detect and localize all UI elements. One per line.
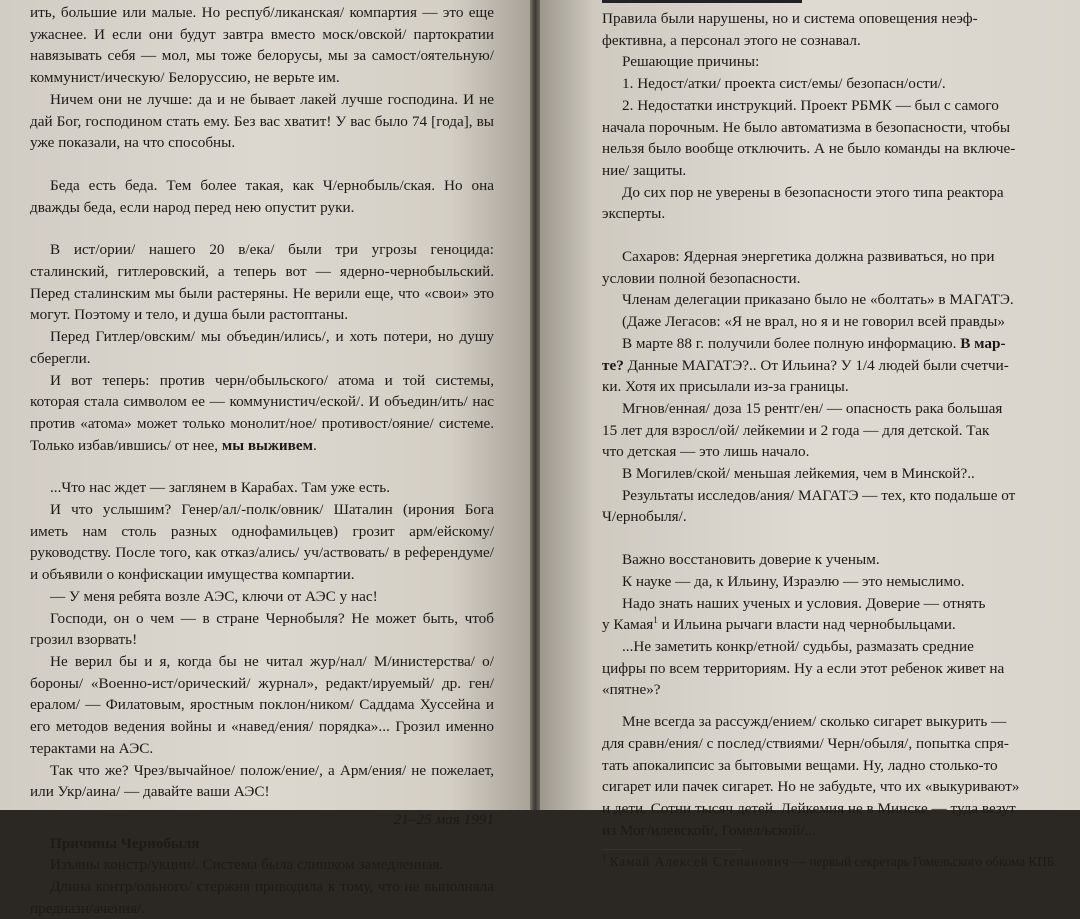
line: Надо знать наших ученых и условия. Доверие — отнять <box>622 594 986 612</box>
bold-phrase: те? <box>602 356 624 374</box>
right-column <box>602 0 1080 870</box>
line: Правила были нарушены, но и система оповещения неэф- <box>602 10 978 27</box>
line: начала порочным. Не было автоматизма в безопасности, чтобы <box>602 118 1011 136</box>
paragraph: Ничем они не лучше: да и не бывает лакей лучше господина. И не дай Бог, господином стать ему. Без вас хватит! У вас было 74 [года], вы уже показали, на что способны. <box>30 90 494 152</box>
line: ние/ защиты. <box>602 161 687 179</box>
line: тать апокалипсис за бытовыми вещами. Ну, ладно столько-то <box>602 756 998 774</box>
line: 15 лет для взросл/ой/ лейкемии и 2 года — для детской. Так <box>602 421 990 439</box>
paragraph: Господи, он о чем — в стране Чернобыля? Не может быть, чтоб грозил взорвать! <box>30 609 494 649</box>
line: цифры по всем территориям. Ну а если этот ребенок живет на <box>602 659 1005 677</box>
paragraph: В ист/ории/ нашего 20 в/ека/ были три угрозы геноцида: сталинский, гитлеровский, а теперь вот — ядерно-чернобыльский. Перед сталинским мы были растеряны. Не верили еще, что «свои» это могут. Поэтому и тело, и душа были растоптаны. <box>30 241 494 324</box>
line <box>602 333 1080 355</box>
paragraph: И вот теперь: против черн/обыльского/ атома и той системы, которая стала символом ее — коммунистич/еской/. И объедин/ить/ нас против «атома» может только монолит/ное/ противост/ояние/ системе. Только избав/ившись/ от нее, мы выживем. <box>30 371 494 454</box>
line: ...Не заметить конкр/етной/ судьбы, размазать средние <box>622 637 974 655</box>
paragraph: ...Что нас ждет — заглянем в Карабах. Там уже есть. <box>50 479 391 497</box>
line-text: Данные МАГАТЭ?.. От Ильина? У 1/4 людей были счетчи- <box>627 356 1009 374</box>
line: для сравн/ения/ с послед/ствиями/ Черн/обыля/, попытка спря- <box>602 734 1009 752</box>
line-text: у Камая <box>602 616 654 634</box>
footnote-name: Камай Алексей Степанович <box>609 854 790 870</box>
line <box>602 355 1080 377</box>
line: что детская — это лишь начало. <box>602 443 810 461</box>
right-page <box>540 0 1080 870</box>
left-column <box>30 0 494 919</box>
paragraph: Беда есть беда. Тем более такая, как Ч/ернобыль/ская. Но она дважды беда, если народ перед нею опустит руки. <box>30 176 494 216</box>
line: ки. Хотя их присылали из-за границы. <box>602 378 849 396</box>
bold-phrase: мы выживем <box>221 436 313 454</box>
paragraph: Так что же? Чрез/вычайное/ полож/ение/, а Арм/ения/ не пожелает, или Укр/аина/ — давайте ваши АЭС! <box>30 761 494 801</box>
line: Мгнов/енная/ доза 15 рентг/ен/ — опасность рака большая <box>622 399 1003 417</box>
line: Членам делегации приказано было не «болтать» в МАГАТЭ. <box>622 291 1014 309</box>
line: Ч/ернобыля/. <box>602 508 687 526</box>
paragraph: — У меня ребята возле АЭС, ключи от АЭС у нас! <box>50 587 378 605</box>
line: сигарет или пачек сигарет. Но не забудьте, что их «выкуривают» <box>602 778 1020 796</box>
line: и дети. Сотни тысяч детей. Лейкемия не в Минске — туда везут <box>602 799 1016 817</box>
paragraph: ить, большие или малые. Но респуб/ликанская/ компартия — это еще ужаснее. И если они будут завтра вместо моск/овской/ партократии навязывать себя — мол, мы тоже белорусы, мы за самост/оятельную/ коммунист/ическую/ Белоруссию, не верьте им. <box>30 4 494 87</box>
paragraph: И что услышим? Генер/ал/-полк/овник/ Шаталин (ирония Бога иметь нам столь разных однофамильцев) грозит арм/ейскому/ руководству. После того, как отказ/ались/ уч/аствовать/ в референдуме/ и объявили о конфискации имущества компартии. <box>30 501 494 584</box>
line: фективна, а персонал этого не сознавал. <box>602 31 861 49</box>
footnote-rule <box>602 849 742 850</box>
line: 2. Недостатки инструкций. Проект РБМК — был с самого <box>622 96 999 114</box>
line: Важно восстановить доверие к ученым. <box>622 551 880 569</box>
section-heading: Причины Чернобыля <box>50 834 200 852</box>
line-text: В марте 88 г. получили более полную информацию. <box>622 334 957 352</box>
paragraph: Не верил бы и я, когда бы не читал жур/нал/ М/инистерства/ о/бороны/ «Военно-ист/орический/ журнал», редакт/ируемый/ др. ген/ералом/ — Филатовым, яростным поклон/ником/ Саддама Хуссейна и его методов ведения войны и «навед/ения/ порядка»... Грозил именно терактами на АЭС. <box>30 652 494 757</box>
paragraph: Изъяны констр/укции/. Система была слишком замедленная. <box>50 856 444 874</box>
line: В Могилев/ской/ меньшая лейкемия, чем в Минской?.. <box>622 465 975 483</box>
footnote <box>602 853 1080 870</box>
line-text: и Ильина рычаги власти над чернобыльцами. <box>657 616 956 634</box>
line: «пятне»? <box>602 681 661 699</box>
footnote-text: — первый секретарь Гомельского обкома КПБ. <box>789 854 1058 870</box>
line: До сих пор не уверены в безопасности этого типа реактора <box>622 183 1004 201</box>
line: Результаты исследов/ания/ МАГАТЭ — тех, кто подальше от <box>622 486 1016 504</box>
paragraph-text: И вот теперь: против черн/обыльского/ атома и той системы, которая стала символом ее — коммунистич/еской/. И объедин/ить/ нас против «атома» может только монолит/ное/ противост/ояние/ системе. Только избав/ившись/ от нее, <box>30 371 494 454</box>
bold-phrase: В мар- <box>960 334 1006 352</box>
paragraph: Перед Гитлер/овским/ мы объедин/ились/, и хоть потери, но душу сберегли. <box>30 328 494 367</box>
date-line: 21–25 мая 1991 <box>393 810 494 828</box>
line: 1. Недост/атки/ проекта сист/емы/ безопасн/ости/. <box>622 75 946 93</box>
left-page <box>0 0 530 917</box>
line: К науке — да, к Ильину, Израэлю — это немыслимо. <box>622 572 965 590</box>
line: Мне всегда за рассужд/ением/ сколько сигарет выкурить — <box>622 713 1007 731</box>
line: Решающие причины: <box>622 53 760 71</box>
line: условии полной безопасности. <box>602 269 801 287</box>
book-gutter <box>530 0 540 810</box>
paragraph: Длина контр/ольного/ стержня приводила к тому, что не выполняла предназн/ачения/. <box>30 878 494 917</box>
line: (Даже Легасов: «Я не врал, но я и не говорил всей правды» <box>622 313 1005 331</box>
footnote-ref: 1 <box>653 615 658 626</box>
top-rule <box>602 0 802 3</box>
line: эксперты. <box>602 205 666 223</box>
line: нельзя было вообще отключить. А не было команды на включе- <box>602 140 1016 158</box>
line: Сахаров: Ядерная энергетика должна развиваться, но при <box>622 248 995 266</box>
line <box>602 614 1080 636</box>
footnote-mark: 1 <box>602 852 607 863</box>
line: из Мог/илевской/, Гомел/ьской/... <box>602 821 817 839</box>
